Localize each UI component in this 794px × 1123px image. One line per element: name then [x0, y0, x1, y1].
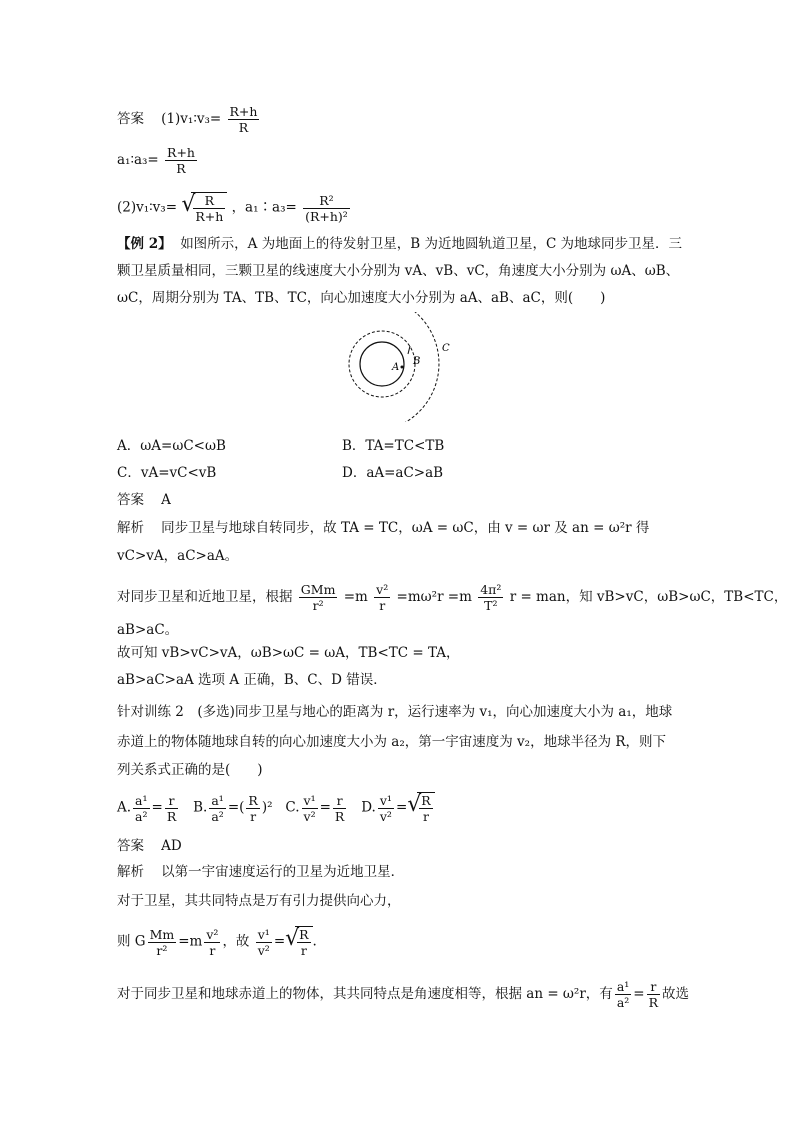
example2-option-d: D．aA=aC>aB — [342, 465, 444, 481]
example2-answer-value: A — [161, 492, 171, 508]
answer1-a-prefix: a₁∶a₃= — [117, 152, 159, 168]
answer1-line2 — [117, 145, 199, 176]
training2-answer-label: 答案 — [117, 838, 144, 854]
t2-an4-prefix: 对于同步卫星和地球赤道上的物体，其共同特点是角速度相等，根据 an = ω²r，有 — [117, 986, 613, 1002]
example2-analysis3 — [117, 582, 787, 613]
example2-analysis1 — [117, 518, 649, 538]
training2-analysis1-text: 以第一宇宙速度运行的卫星为近地卫星． — [161, 864, 405, 880]
t2-an3-end: . — [312, 933, 317, 950]
training2-answer — [117, 836, 182, 856]
optC-label: C. — [285, 799, 300, 816]
optD-label: D. — [361, 799, 376, 816]
optD-eq: = — [395, 799, 408, 816]
optA-label: A. — [117, 799, 132, 816]
optD-sqrt: √ $\frac{R}{r}$ — [407, 792, 434, 824]
t2-an3-eq: =m — [178, 933, 203, 950]
training2-analysis1 — [117, 862, 404, 882]
example2-line2: 颗卫星质量相同，三颗卫星的线速度大小分别为 vA、vB、vC，角速度大小分别为 ωA、ωB、 — [117, 263, 680, 279]
label-a: A — [392, 362, 400, 373]
t2-an4-eq: = — [633, 986, 645, 1002]
example2-line1 — [117, 234, 682, 254]
t2-an3-eq2: = — [273, 933, 286, 950]
an3-frac3: $\frac{\text{4π²}}{\text{T²}}$ — [480, 582, 502, 613]
training2-analysis3 — [117, 926, 317, 958]
answer1-part2-prefix: (2)v₁∶v₃= — [117, 199, 178, 216]
example2-text1: 如图所示，A 为地面上的待发射卫星，B 为近地圆轨道卫星，C 为地球同步卫星．三 — [180, 236, 683, 252]
answer1-line1 — [117, 104, 261, 135]
training2-analysis-label: 解析 — [117, 864, 144, 880]
t2-an4-frac: $\frac{\text{a¹}}{\text{a²}}$ — [616, 979, 630, 1010]
training2-answer-value: AD — [161, 838, 182, 854]
optA-rfrac: $\frac{r}{R}$ — [166, 792, 177, 824]
training2-line1: 针对训练 2 (多选)同步卫星与地心的距离为 r，运行速率为 v₁，向心加速度大小为 a₁，地球 — [117, 704, 673, 720]
example2-option-c: C．vA=vC<vB — [117, 465, 217, 481]
training2-line2: 赤道上的物体随地球自转的向心加速度大小为 a₂，第一宇宙速度为 v₂，地球半径为 R，则下 — [117, 734, 667, 750]
example2-answer-label: 答案 — [117, 492, 144, 508]
example2-answer — [117, 490, 171, 510]
an3-eq1: =m — [343, 589, 368, 605]
optB-label: B. — [193, 799, 208, 816]
an3-suffix: r = man，知 vB>vC，ωB>ωC，TB<TC， — [509, 589, 788, 605]
answer1-a2-frac: $\frac{\text{R²}}{\text{(R+h)²}}$ — [305, 192, 348, 224]
example2-analysis-label: 解析 — [117, 520, 144, 536]
t2-an4-end: 故选 — [662, 986, 690, 1002]
t2-an3-sqrt: √ $\frac{R}{r}$ — [285, 926, 312, 958]
answer1-mid: ，a₁∶a₃= — [231, 199, 297, 216]
example2-analysis2: vC>vA，aC>aA。 — [117, 548, 239, 564]
orbit-arrow — [408, 346, 410, 354]
optA-frac: $\frac{\text{a¹}}{\text{a²}}$ — [135, 792, 148, 824]
answer1-part1-prefix: (1)v₁∶v₃= — [161, 111, 222, 127]
an3-frac2: $\frac{\text{v²}}{r}$ — [376, 582, 389, 613]
answer1-line3 — [117, 192, 352, 224]
t2-an3-prefix: 则 G — [117, 933, 146, 950]
example2-tag: 【例 2】 — [117, 236, 172, 252]
answer1-frac: $\frac{R+h}{R}$ — [229, 104, 258, 135]
label-b: B — [413, 356, 421, 367]
orbit-diagram — [340, 312, 490, 422]
optB-tail: )² — [261, 799, 273, 816]
t2-an3-mid: ，故 — [222, 933, 250, 950]
an3-frac1: $\frac{\text{GMm}}{\text{r²}}$ — [300, 582, 336, 613]
satellite-a-dot — [401, 366, 404, 369]
example2-option-b: B．TA=TC<TB — [342, 438, 445, 454]
example2-analysis5: 故可知 vB>vC>vA，ωB>ωC = ωA，TB<TC = TA， — [117, 645, 460, 661]
near-earth-orbit — [349, 331, 415, 397]
answer1-sqrt: √ $\frac{R}{R+h}$ — [181, 192, 227, 224]
t2-an3-frac1: $\frac{Mm}{\text{r²}}$ — [149, 926, 175, 958]
an3-prefix: 对同步卫星和近地卫星，根据 — [117, 589, 293, 605]
optC-frac: $\frac{\text{v¹}}{\text{v²}}$ — [303, 792, 316, 824]
optB-frac: $\frac{\text{a¹}}{\text{a²}}$ — [211, 792, 224, 824]
label-c: C — [442, 343, 450, 354]
optB-rfrac: $\frac{R}{r}$ — [248, 792, 258, 824]
t2-an3-frac3: $\frac{\text{v¹}}{\text{v²}}$ — [257, 926, 270, 958]
an3-eq2: =mω²r =m — [396, 589, 472, 605]
answer1-label: 答案 — [117, 111, 144, 127]
t2-an3-frac2: $\frac{\text{v²}}{r}$ — [206, 926, 219, 958]
optD-frac: $\frac{\text{v¹}}{\text{v²}}$ — [379, 792, 392, 824]
example2-analysis6: aB>aC>aA 选项 A 正确，B、C、D 错误． — [117, 672, 387, 688]
answer1-a-frac: $\frac{R+h}{R}$ — [167, 145, 195, 176]
training2-analysis4 — [117, 979, 689, 1010]
optB-eq: =( — [227, 799, 245, 816]
optA-eq: = — [151, 799, 163, 816]
training2-options — [117, 792, 435, 824]
optC-rfrac: $\frac{r}{R}$ — [334, 792, 345, 824]
example2-option-a: A．ωA=ωC<ωB — [117, 438, 226, 454]
optC-eq: = — [319, 799, 331, 816]
training2-analysis2: 对于卫星，其共同特点是万有引力提供向心力， — [117, 893, 401, 909]
example2-analysis1-text: 同步卫星与地球自转同步，故 TA = TC，ωA = ωC，由 v = ωr 及 an = ω²r 得 — [161, 520, 650, 536]
t2-an4-rfrac: $\frac{r}{R}$ — [648, 979, 659, 1010]
training2-line3: 列关系式正确的是( ) — [117, 762, 263, 778]
example2-line3: ωC，周期分别为 TA、TB、TC，向心加速度大小分别为 aA、aB、aC，则( ) — [117, 290, 606, 306]
example2-analysis4: aB>aC。 — [117, 622, 179, 638]
